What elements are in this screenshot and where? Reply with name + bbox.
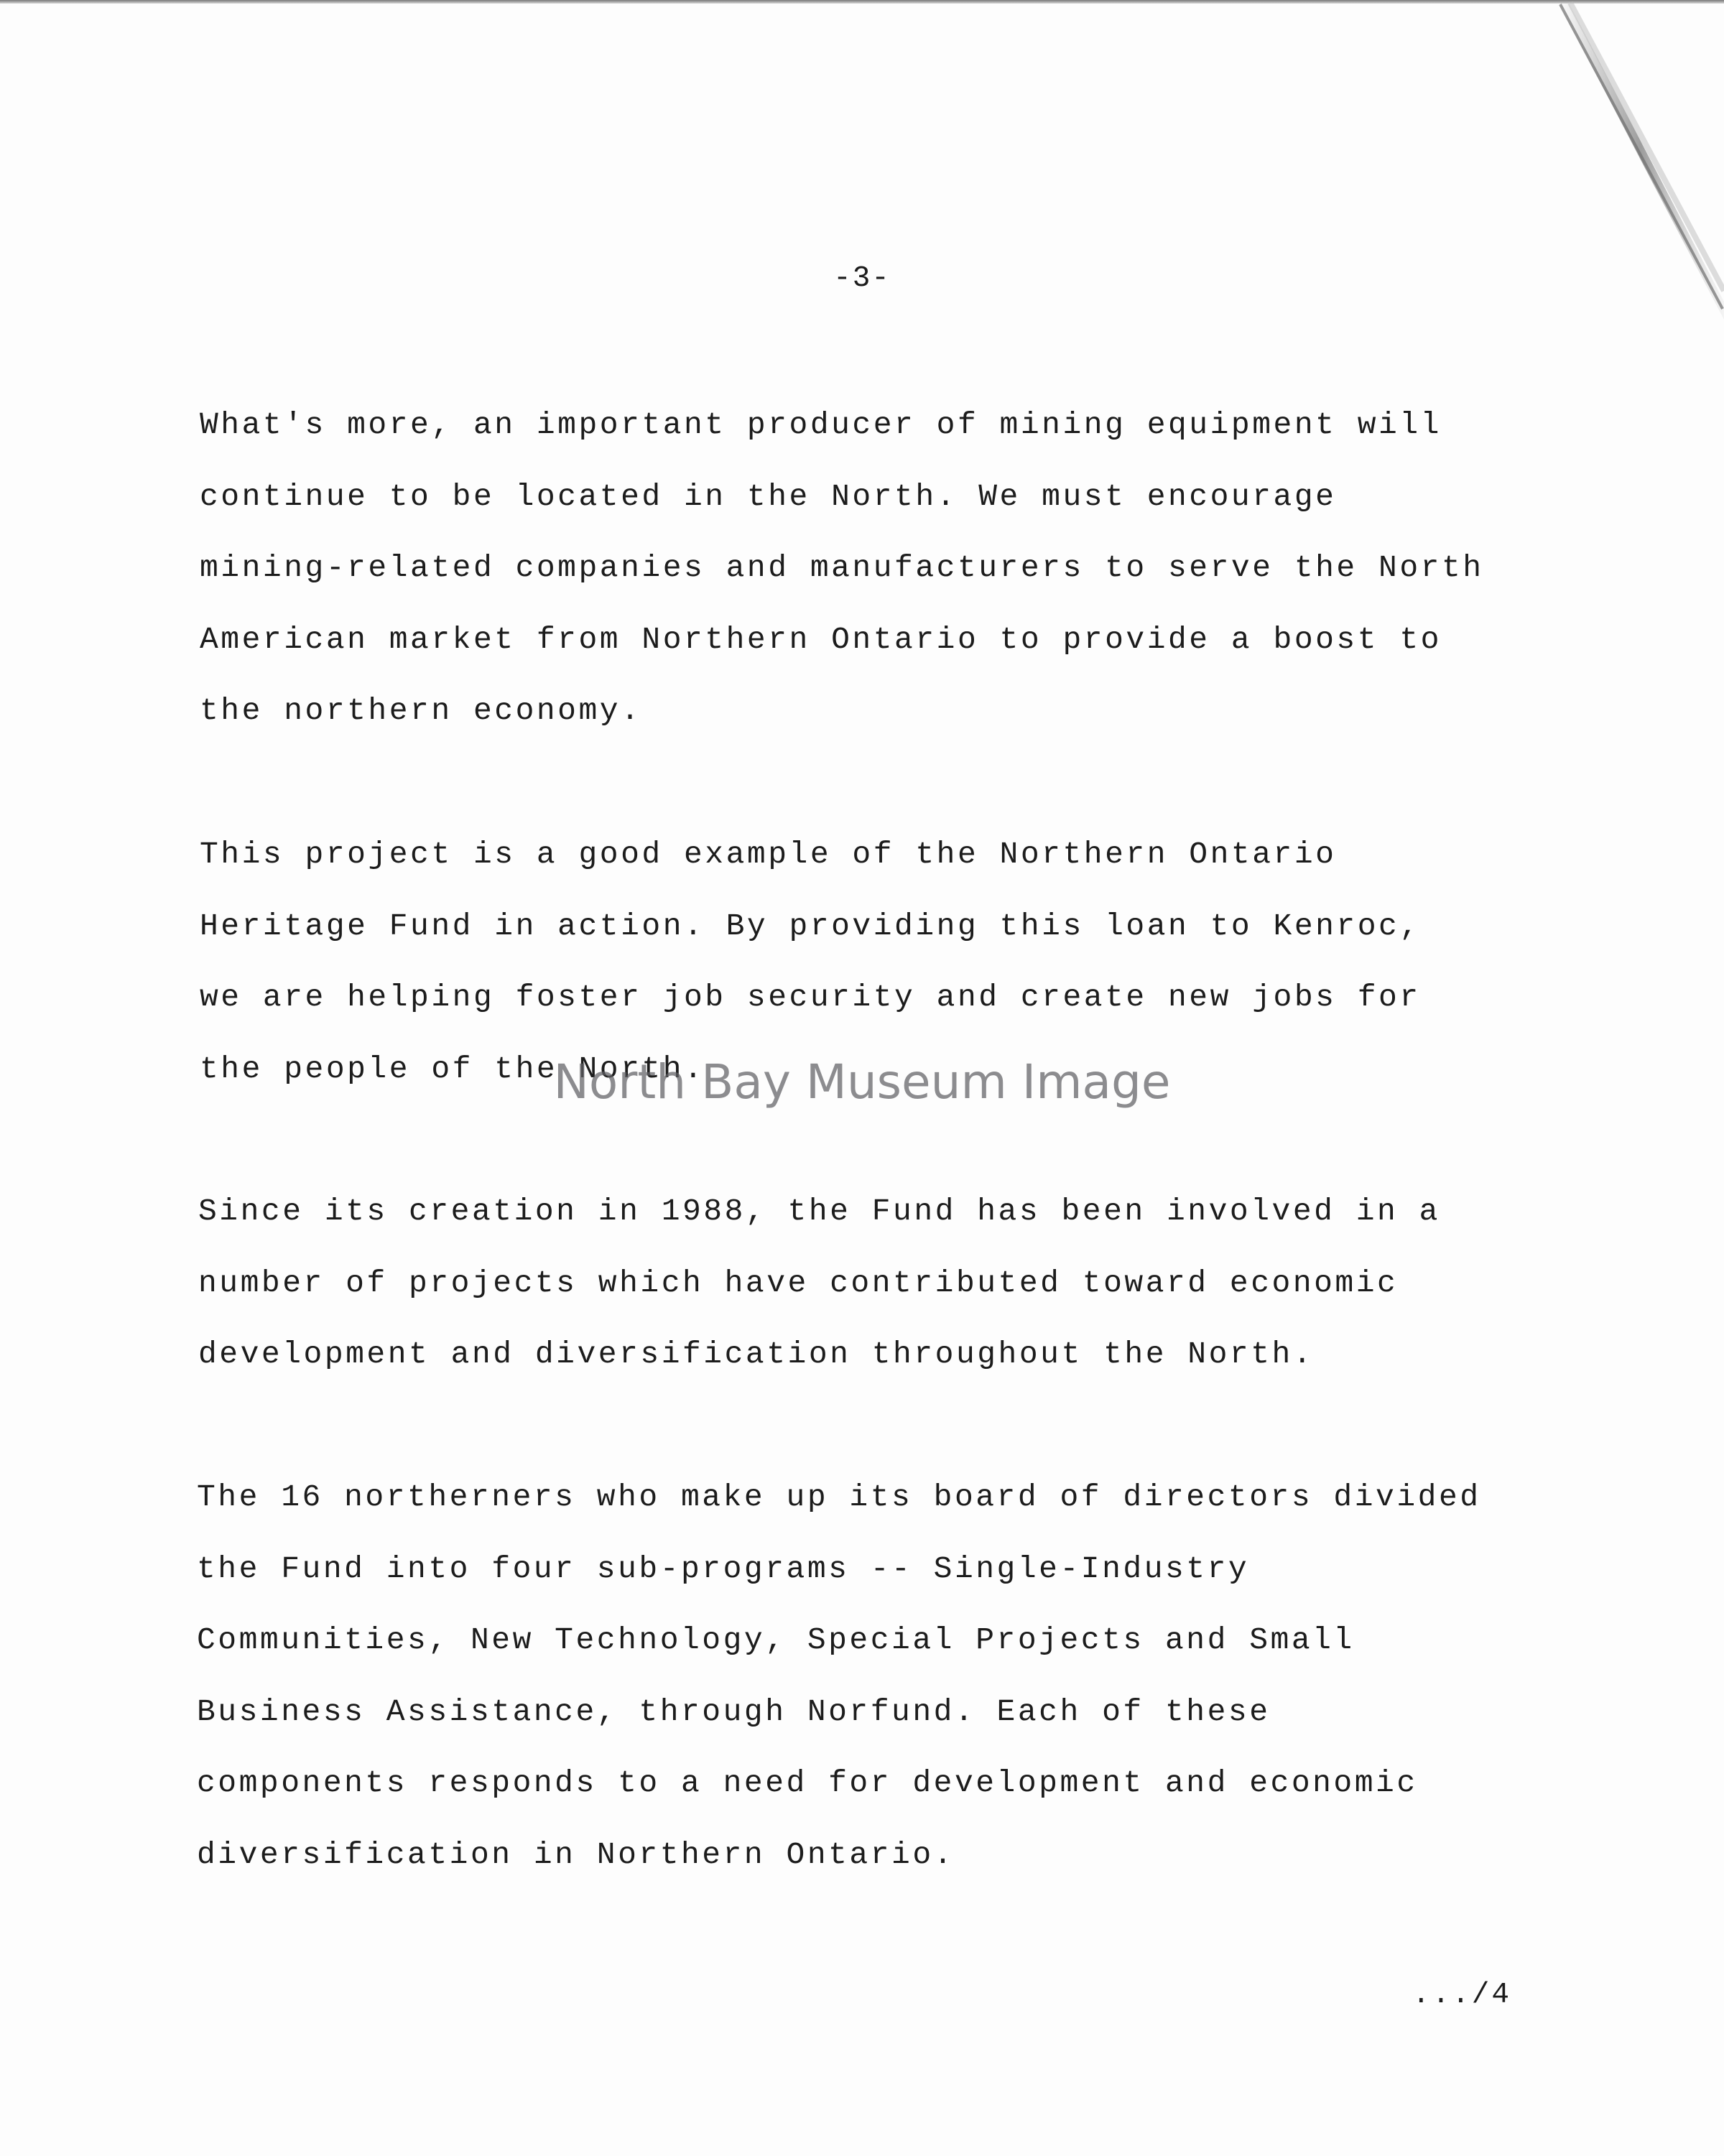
paragraph-heritage-fund: This project is a good example of the Northern Ontario Heritage Fund in action. By providing this loan to Kenroc, we are helping foster job security and create new jobs for the people of the North. — [200, 837, 1421, 1087]
scan-top-edge — [0, 0, 1724, 4]
museum-watermark: North Bay Museum Image — [553, 1054, 1171, 1110]
page-number: -3- — [833, 262, 891, 295]
paragraph-board-of-directors: The 16 northerners who make up its board of directors divided the Fund into four sub-programs -- Single-Industry Communities, New Technology, Special Projects and Small Business Assistance, through Norfund. Each of these components responds to a need for development and economic diversification in Northern Ontario. — [197, 1479, 1481, 1872]
continuation-marker: .../4 — [1412, 1979, 1511, 2012]
paragraph-mining-equipment: What's more, an important producer of mining equipment will continue to be located in the North. We must encourage mining-related companies and manufacturers to serve the North American market from Northern Ontario to provide a boost to the northern economy. — [200, 407, 1484, 728]
paragraph-fund-creation: Since its creation in 1988, the Fund has been involved in a number of projects which have contributed toward economic development and diversification throughout the North. — [198, 1194, 1440, 1372]
